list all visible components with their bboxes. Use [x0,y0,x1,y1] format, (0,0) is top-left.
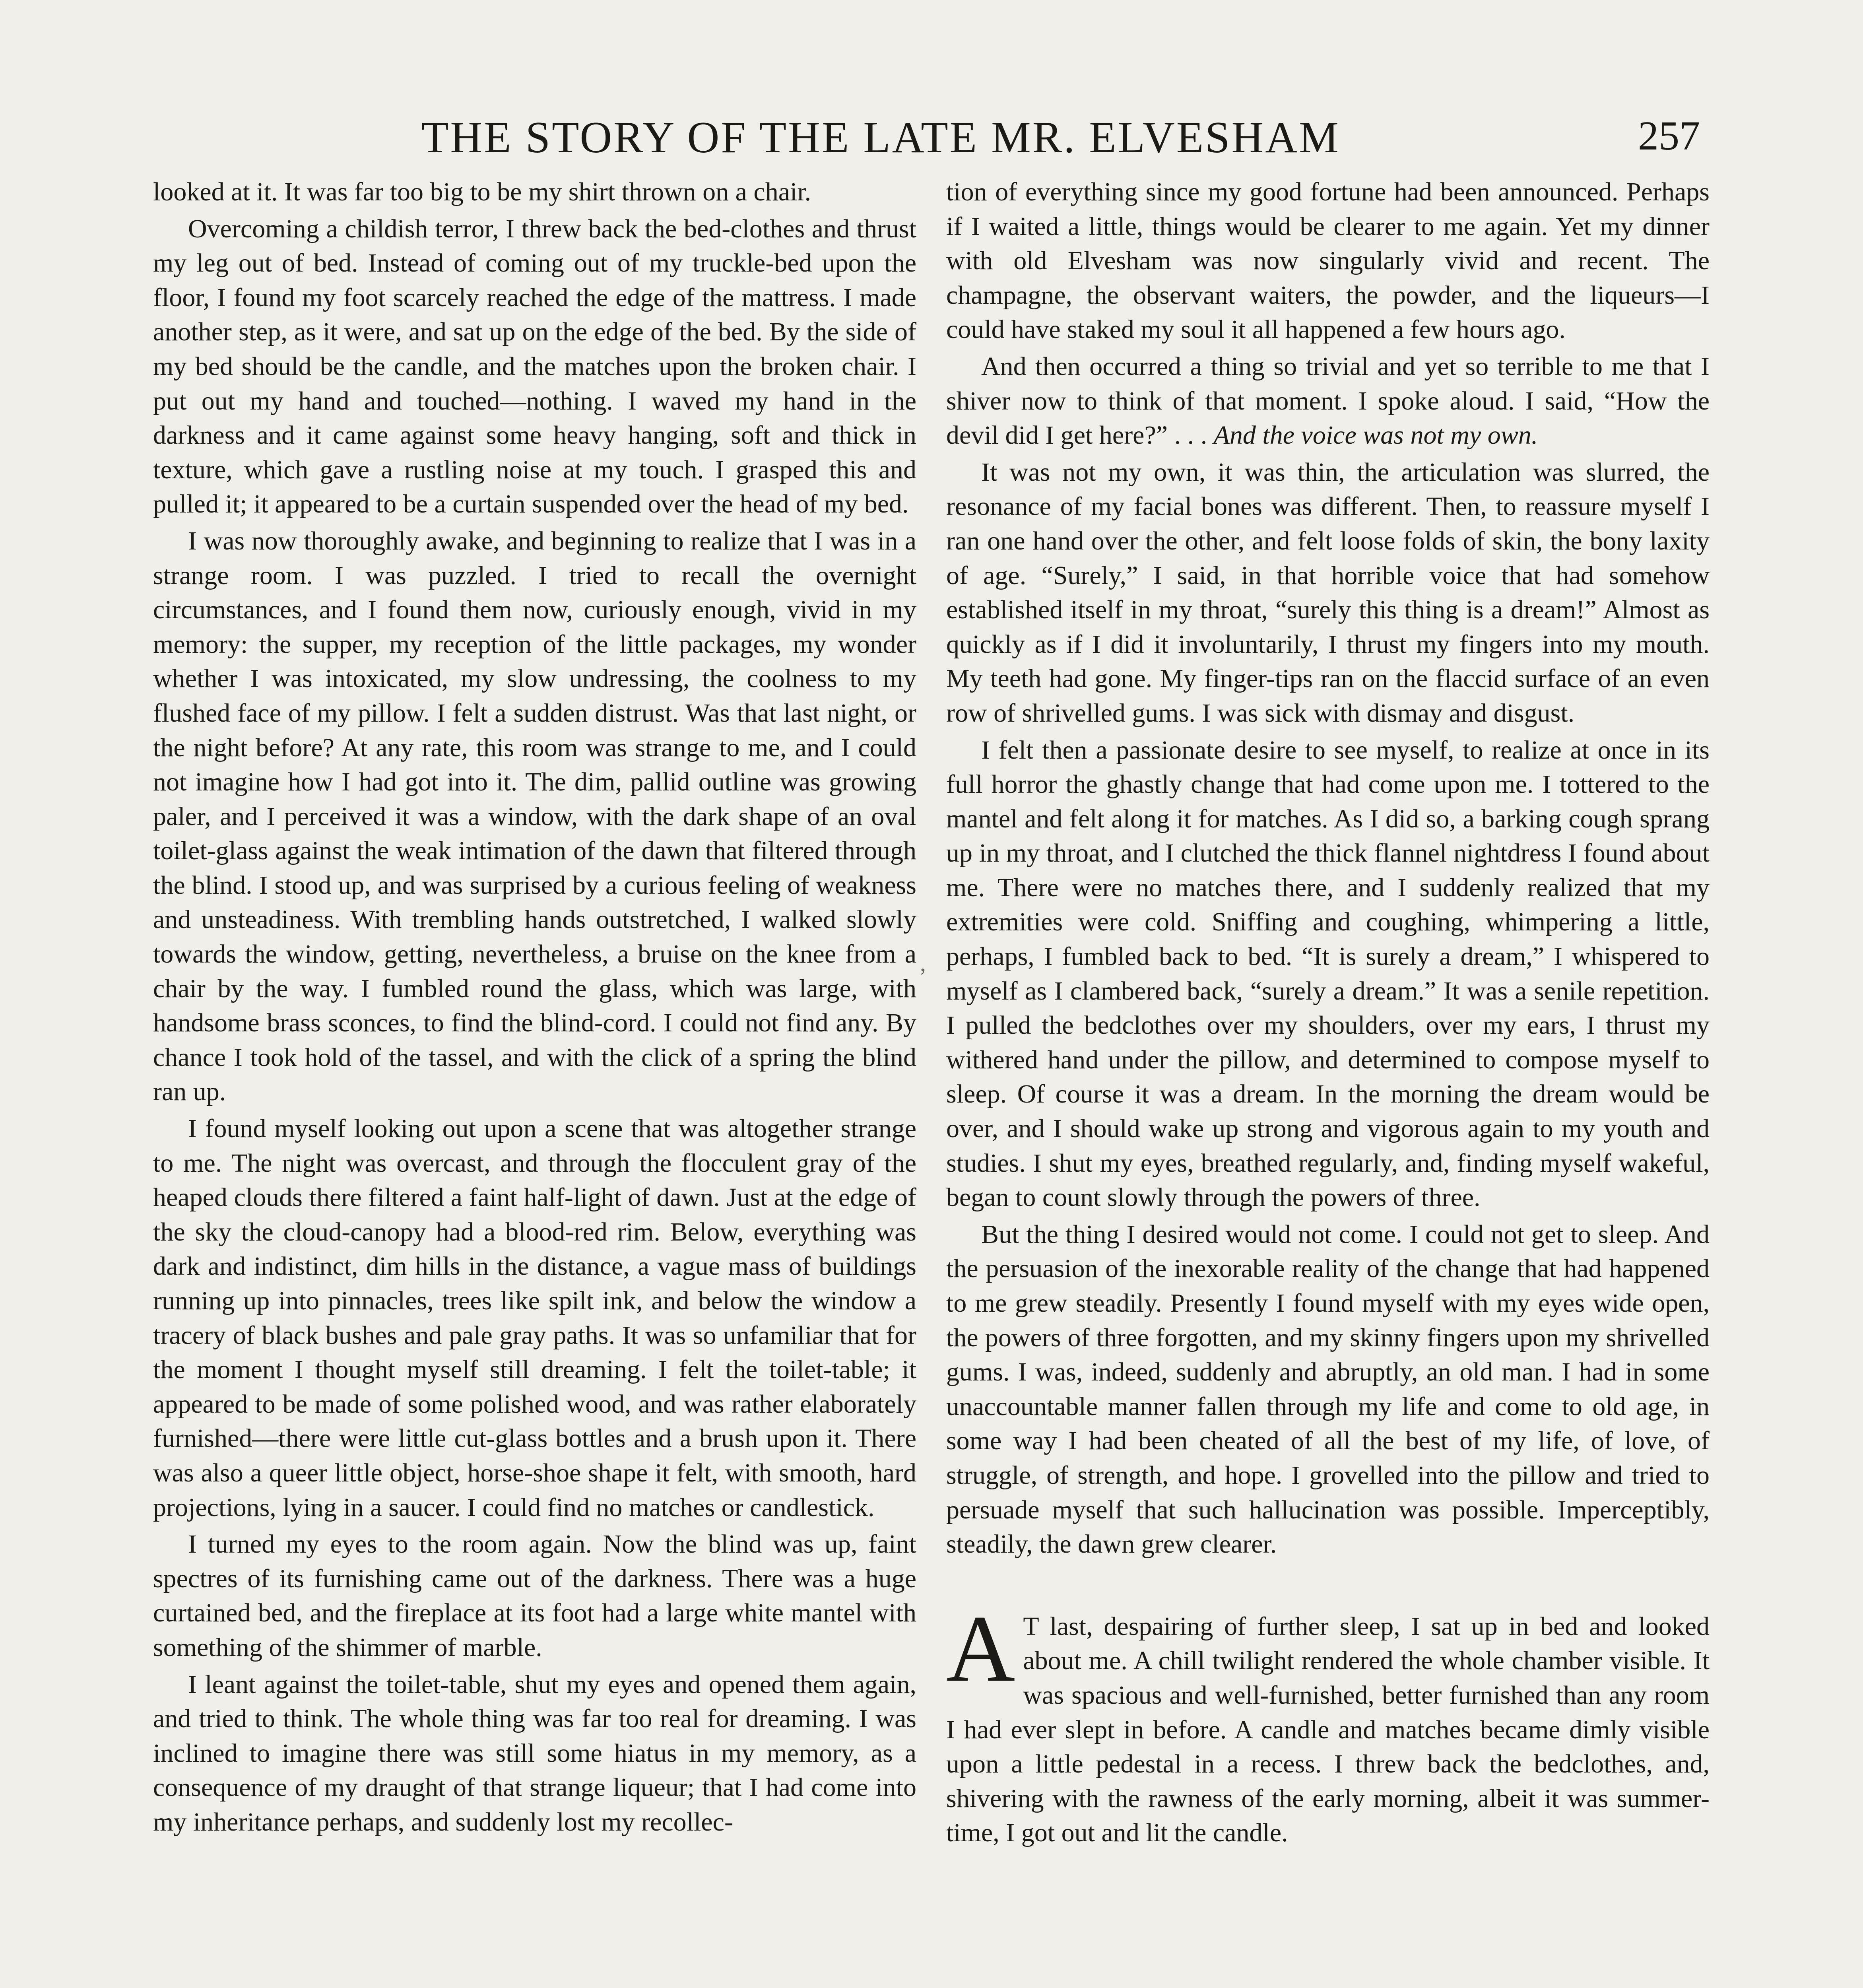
section-opening-paragraph [946,1595,1710,1850]
paragraph-text: And then occurred a thing so trivial and yet so terrible to me that I shiver now to think of that moment. I spoke aloud. I said, “How the devil did I get here?” . . . [946,351,1710,450]
paragraph: Overcoming a childish terror, I threw back the bed-clothes and thrust my leg out of bed. Instead of coming out of my truckle-bed upon the floor, I found my foot scarcely reached the edge of the mattress. I made another step, as it were, and sat up on the edge of the bed. By the side of my bed should be the candle, and the matches upon the broken chair. I put out my hand and touched—nothing. I waved my hand in the darkness and it came against some heavy hanging, soft and thick in texture, which gave a rustling noise at my touch. I grasped this and pulled it; it appeared to be a curtain suspended over the head of my bed. [153,214,916,519]
page-header [0,115,1863,171]
drop-cap: A [946,1595,1015,1701]
running-title: THE STORY OF THE LATE MR. ELVESHAM [421,113,1340,162]
paragraph: It was not my own, it was thin, the articulation was slurred, the resonance of my facial bones was different. Then, to reassure myself I ran one hand over the other, and felt loose folds of skin, the bony laxity of age. “Surely,” I said, in that horrible voice that had somehow established itself in my throat, “surely this thing is a dream!” Almost as quickly as if I did it involuntarily, I thrust my fingers into my mouth. My teeth had gone. My finger-tips ran on the flaccid surface of an even row of shrivelled gums. I was sick with dismay and disgust. [946,457,1710,728]
italic-text: And the voice was not my own. [1213,421,1538,450]
paragraph: I was now thoroughly awake, and beginning to realize that I was in a strange room. I was puzzled. I tried to recall the overnight circumstances, and I found them now, curiously enough, vivid in my memory: the supper, my reception of the little packages, my wonder whether I was intoxicated, my slow undressing, the coolness to my flushed face of my pillow. I felt a sudden distrust. Was that last night, or the night before? At any rate, this room was strange to me, and I could not imagine how I had got into it. The dim, pallid outline was growing paler, and I perceived it was a window, with the dark shape of an oval toilet-glass against the weak intimation of the dawn that filtered through the blind. I stood up, and was surprised by a curious feeling of weakness and unsteadiness. With trembling hands outstretched, I walked slowly towards the window, getting, nevertheless, a bruise on the knee from a chair by the way. I fumbled round the glass, which was large, with handsome brass sconces, to find the blind-cord. I could not find any. By chance I took hold of the tassel, and with the click of a spring the blind ran up. [153,526,916,1107]
paragraph: I found myself looking out upon a scene that was altogether strange to me. The night was overcast, and through the flocculent gray of the heaped clouds there filtered a faint half-light of dawn. Just at the edge of the sky the cloud-canopy had a blood-red rim. Below, everything was dark and indistinct, dim hills in the distance, a vague mass of buildings running up into pinnacles, trees like spilt ink, and below the window a tracery of black bushes and pale gray paths. It was so unfamiliar that for the moment I thought myself still dreaming. I felt the toilet-table; it appeared to be made of some polished wood, and was rather elaborately furnished—there were little cut-glass bottles and a brush upon it. There was also a queer little object, horse-shoe shape it felt, with smooth, hard projections, lying in a saucer. I could find no matches or candlestick. [153,1114,916,1522]
gutter-mark: , [920,950,926,976]
paragraph: But the thing I desired would not come. I could not get to sleep. And the persuasion of the inexorable reality of the change that had happened to me grew steadily. Presently I found myself with my eyes wide open, the powers of three forgotten, and my skinny fingers upon my shrivelled gums. I was, indeed, suddenly and abruptly, an old man. I had in some unaccountable manner fallen through my life and come to old age, in some way I had been cheated of all the best of my life, of love, of struggle, of strength, and hope. I grovelled into the pillow and tried to persuade myself that such hallucination was possible. Imperceptibly, steadily, the dawn grew clearer. [946,1219,1710,1559]
paragraph: I turned my eyes to the room again. Now the blind was up, faint spectres of its furnishing came out of the darkness. There was a huge curtained bed, and the fireplace at its foot had a large white mantel with something of the shimmer of marble. [153,1530,916,1662]
left-column [153,175,916,1988]
right-column [946,175,1710,1988]
paragraph: I felt then a passionate desire to see myself, to realize at once in its full horror the ghastly change that had come upon me. I tottered to the mantel and felt along it for matches. As I did so, a barking cough sprang up in my throat, and I clutched the thick flannel nightdress I found about me. There were no matches there, and I suddenly realized that my extremities were cold. Sniffing and coughing, whimpering a little, perhaps, I fumbled back to bed. “It is surely a dream,” I whispered to myself as I clambered back, “surely a dream.” It was a senile repetition. I pulled the bedclothes over my shoulders, over my ears, I thrust my withered hand under the pillow, and determined to compose myself to sleep. Of course it was a dream. In the morning the dream would be over, and I should wake up strong and vigorous again to my youth and studies. I shut my eyes, breathed regularly, and, finding myself wakeful, began to count slowly through the powers of three. [946,735,1710,1212]
paragraph: tion of everything since my good fortune had been announced. Perhaps if I waited a little, things would be clearer to me again. Yet my dinner with old Elvesham was now singularly vivid and recent. The champagne, the observant waiters, the powder, and the liqueurs—I could have staked my soul it all happened a few hours ago. [946,177,1710,344]
page-number: 257 [1638,113,1700,159]
paragraph [946,349,1710,453]
paragraph-text: T last, despairing of further sleep, I sat up in bed and looked about me. A chill twilight rendered the whole chamber visible. It was spacious and well-furnished, better furnished than any room I had ever slept in before. A candle and matches became dimly visible upon a little pedestal in a recess. I threw back the bedclothes, and, shivering with the rawness of the early morning, albeit it was summer-time, I got out and lit the candle. [946,1611,1710,1848]
paragraph: looked at it. It was far too big to be my shirt thrown on a chair. [153,177,811,206]
paragraph: I leant against the toilet-table, shut my eyes and opened them again, and tried to think. The whole thing was far too real for dreaming. I was inclined to imagine there was still some hiatus in my memory, as a consequence of my draught of that strange liqueur; that I had come into my inheritance perhaps, and suddenly lost my recollec- [153,1670,916,1837]
